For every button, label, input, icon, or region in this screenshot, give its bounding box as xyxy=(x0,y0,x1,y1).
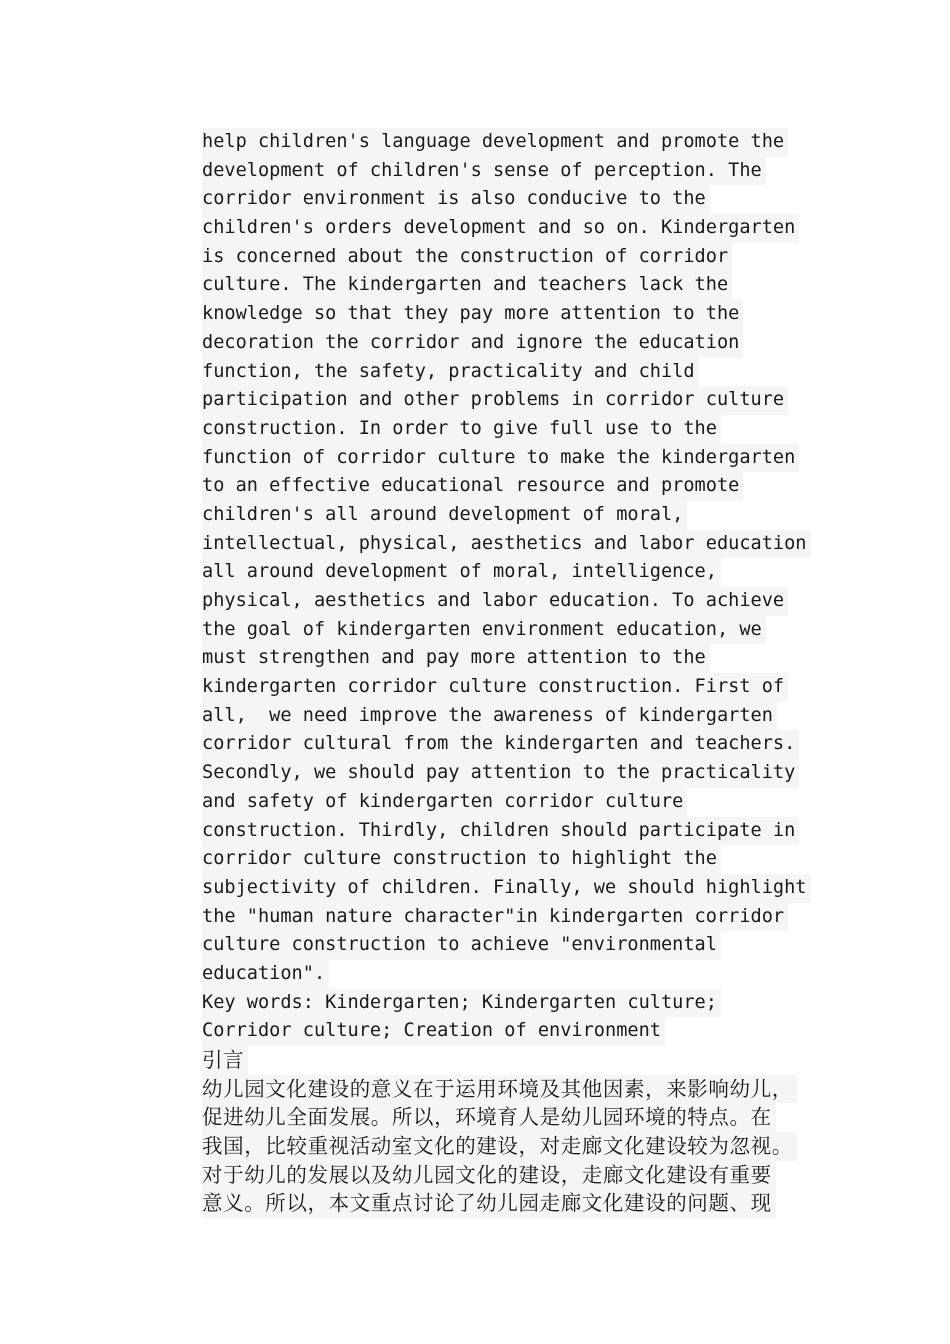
document-body xyxy=(202,128,842,1218)
intro-heading: 引言 xyxy=(202,1046,248,1075)
keywords-line: Corridor culture; Creation of environment xyxy=(202,1017,665,1046)
abstract-line: culture construction to achieve "environmental xyxy=(202,931,721,960)
abstract-line: help children's language development and promote the xyxy=(202,128,788,157)
abstract-line: participation and other problems in corridor culture xyxy=(202,386,788,415)
abstract-line: function of corridor culture to make the kindergarten xyxy=(202,444,799,473)
intro-paragraph xyxy=(202,1075,842,1218)
abstract-line: the "human nature character"in kindergarten corridor xyxy=(202,903,788,932)
abstract-line: all, we need improve the awareness of kindergarten xyxy=(202,702,777,731)
abstract-line: physical, aesthetics and labor education. To achieve xyxy=(202,587,788,616)
intro-line: 幼儿园文化建设的意义在于运用环境及其他因素，来影响幼儿， xyxy=(202,1075,797,1104)
intro-line: 对于幼儿的发展以及幼儿园文化的建设，走廊文化建设有重要 xyxy=(202,1161,776,1190)
abstract-line: must strengthen and pay more attention to the xyxy=(202,644,710,673)
abstract-line: function, the safety, practicality and child xyxy=(202,358,699,387)
abstract-line: construction. Thirdly, children should participate in xyxy=(202,817,799,846)
abstract-line: subjectivity of children. Finally, we should highlight xyxy=(202,874,811,903)
abstract-line: culture. The kindergarten and teachers lack the xyxy=(202,271,732,300)
intro-line: 我国，比较重视活动室文化的建设，对走廊文化建设较为忽视。 xyxy=(202,1132,797,1161)
abstract-line: decoration the corridor and ignore the education xyxy=(202,329,743,358)
abstract-line: is concerned about the construction of corridor xyxy=(202,243,732,272)
abstract-line: corridor cultural from the kindergarten and teachers. xyxy=(202,730,799,759)
abstract-line: intellectual, physical, aesthetics and labor education xyxy=(202,530,811,559)
abstract-line: corridor culture construction to highlight the xyxy=(202,845,721,874)
abstract-line: corridor environment is also conducive to the xyxy=(202,185,710,214)
keywords-paragraph xyxy=(202,989,842,1046)
abstract-line: development of children's sense of perception. The xyxy=(202,157,766,186)
intro-line: 意义。所以，本文重点讨论了幼儿园走廊文化建设的问题、现 xyxy=(202,1189,776,1218)
abstract-line: children's all around development of moral, xyxy=(202,501,687,530)
abstract-line: to an effective educational resource and promote xyxy=(202,472,743,501)
abstract-line: education". xyxy=(202,960,329,989)
abstract-line: knowledge so that they pay more attention to the xyxy=(202,300,743,329)
intro-line: 促进幼儿全面发展。所以，环境育人是幼儿园环境的特点。在 xyxy=(202,1103,776,1132)
abstract-line: all around development of moral, intelligence, xyxy=(202,558,721,587)
abstract-line: children's orders development and so on. Kindergarten xyxy=(202,214,799,243)
abstract-line: kindergarten corridor culture construction. First of xyxy=(202,673,788,702)
abstract-paragraph xyxy=(202,128,842,989)
abstract-line: and safety of kindergarten corridor culture xyxy=(202,788,687,817)
abstract-line: the goal of kindergarten environment education, we xyxy=(202,616,766,645)
abstract-line: Secondly, we should pay attention to the practicality xyxy=(202,759,799,788)
abstract-line: construction. In order to give full use to the xyxy=(202,415,721,444)
keywords-line: Key words: Kindergarten; Kindergarten culture; xyxy=(202,989,721,1018)
